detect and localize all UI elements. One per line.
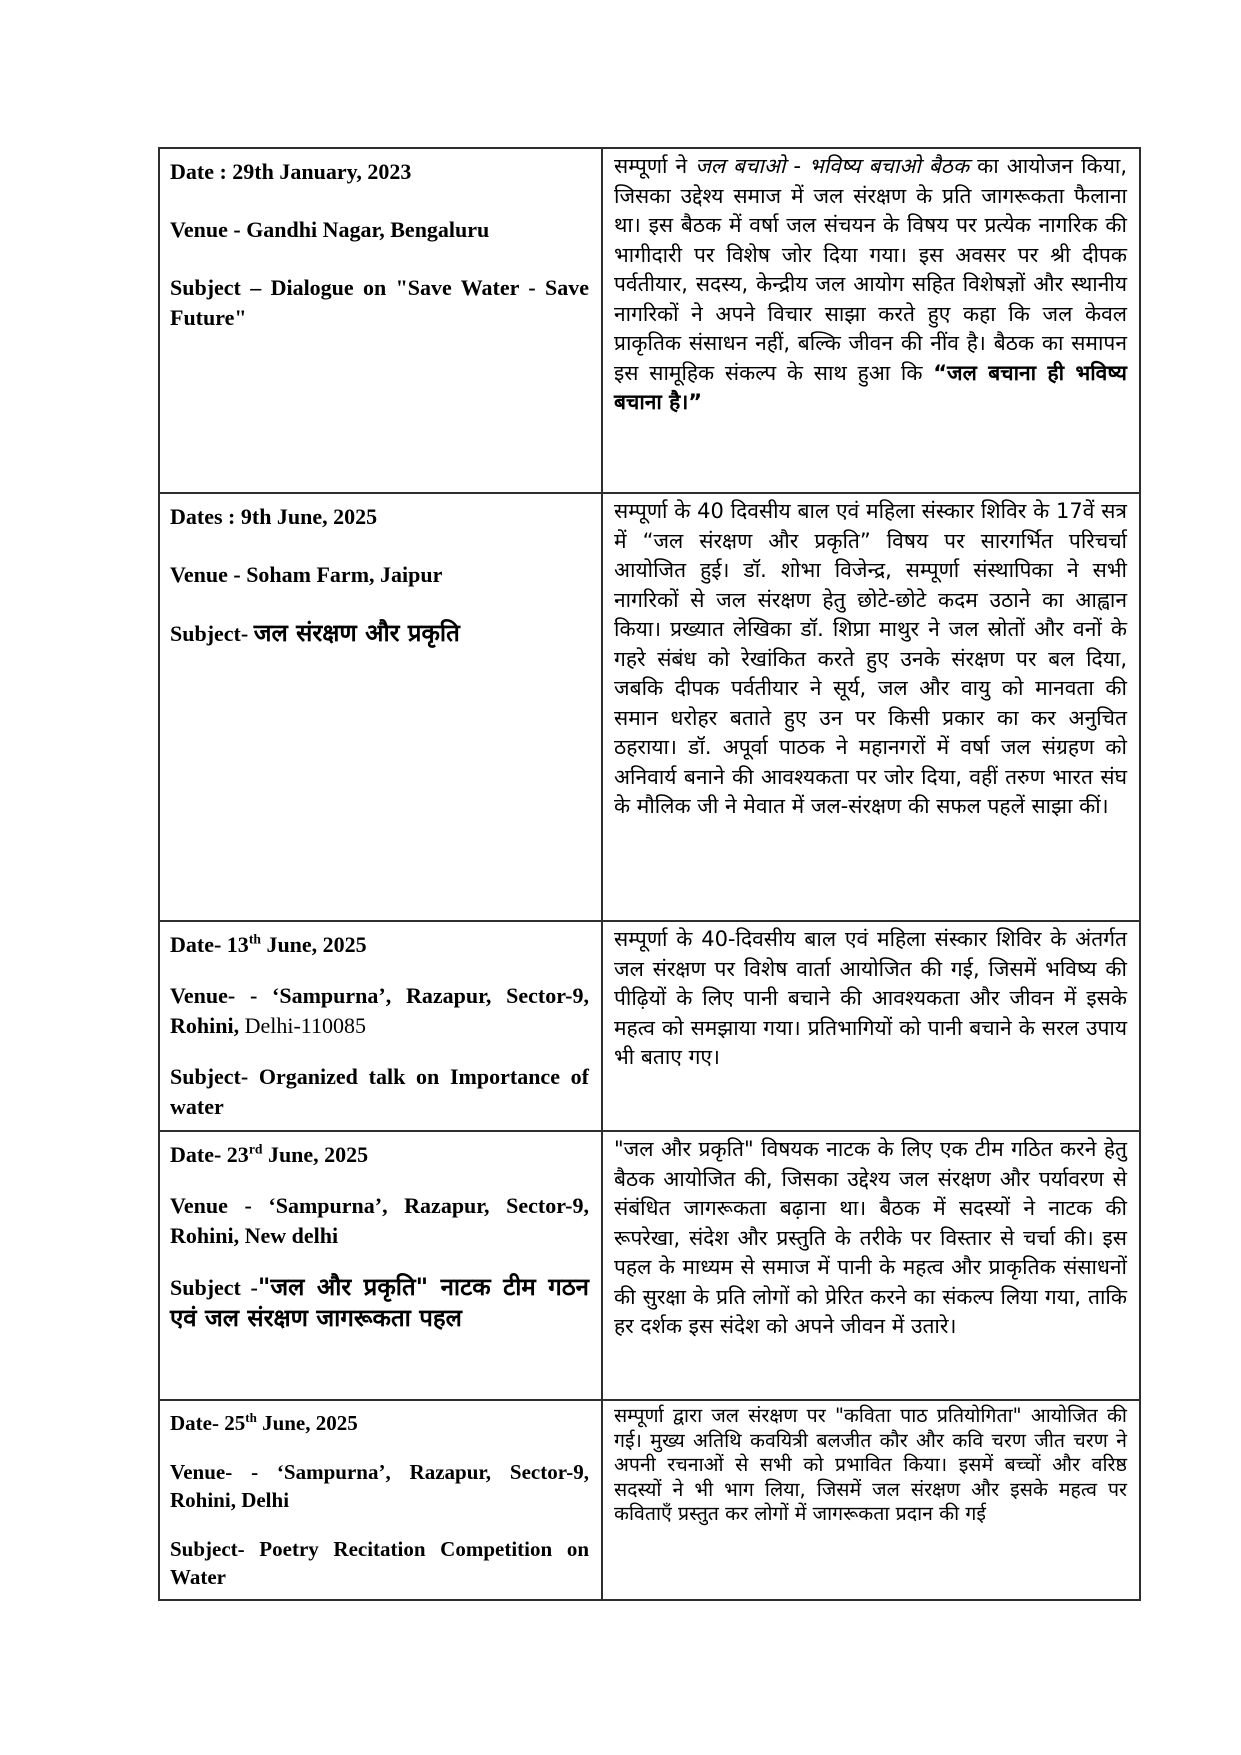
venue-line: Venue- - ‘Sampurna’, Razapur, Sector-9, Rohini, Delhi xyxy=(170,1460,589,1512)
event-meta-cell xyxy=(159,1400,602,1600)
subject-line: Subject- Organized talk on Importance of water xyxy=(170,1064,589,1119)
events-table xyxy=(158,147,1141,1601)
date-line: Date : 29th January, 2023 xyxy=(170,159,412,184)
subject-line: Subject -"जल और प्रकृति" नाटक टीम गठन एवं जल संरक्षण जागरूकता पहल xyxy=(170,1273,589,1332)
event-description-cell xyxy=(602,148,1140,493)
venue-line: Venue - Soham Farm, Jaipur xyxy=(170,562,443,587)
event-description-cell xyxy=(602,921,1140,1131)
date-line: Date- 13th June, 2025 xyxy=(170,931,367,957)
description-text: सम्पूर्णा द्वारा जल संरक्षण पर "कविता पाठ प्रतियोगिता" आयोजित की गई। मुख्य अतिथि कवयित्री बलजीत कौर और कवि चरण जीत चरण ने अपनी रचनाओं से सभी को प्रभावित किया। इसमें बच्चों और वरिष्ठ सदस्यों ने भी भाग लिया, जिसमें जल संरक्षण और इसके महत्व पर कविताएँ प्रस्तुत कर लोगों में जागरूकता प्रदान की गई xyxy=(614,1404,1127,1525)
event-row-4 xyxy=(159,1131,1140,1400)
event-description-cell xyxy=(602,1400,1140,1600)
event-meta-cell xyxy=(159,493,602,921)
event-meta-cell xyxy=(159,148,602,493)
event-row-1 xyxy=(159,148,1140,493)
event-row-5 xyxy=(159,1400,1140,1600)
venue-line: Venue - ‘Sampurna’, Razapur, Sector-9, Rohini, New delhi xyxy=(170,1193,589,1248)
event-meta-cell xyxy=(159,1131,602,1400)
date-line: Date- 23rd June, 2025 xyxy=(170,1141,369,1167)
date-line: Dates : 9th June, 2025 xyxy=(170,504,378,529)
event-meta-cell xyxy=(159,921,602,1131)
subject-line: Subject- Poetry Recitation Competition on Water xyxy=(170,1537,589,1589)
event-row-3 xyxy=(159,921,1140,1131)
description-text: "जल और प्रकृति" विषयक नाटक के लिए एक टीम गठित करने हेतु बैठक आयोजित की, जिसका उद्देश्य जल संरक्षण और पर्यावरण से संबंधित जागरूकता बढ़ाना था। बैठक में सदस्यों ने नाटक की रूपरेखा, संदेश और प्रस्तुति के तरीके पर विस्तार से चर्चा की। इस पहल के माध्यम से समाज में पानी के महत्व और प्राकृतिक संसाधनों की सुरक्षा के प्रति लोगों को प्रेरित करने का संकल्प लिया गया, ताकि हर दर्शक इस संदेश को अपने जीवन में उतारे। xyxy=(614,1137,1127,1338)
description-text: सम्पूर्णा के 40 दिवसीय बाल एवं महिला संस्कार शिविर के 17वें सत्र में “जल संरक्षण और प्रकृति” विषय पर सारगर्भित परिचर्चा आयोजित हुई। डॉ. शोभा विजेन्द्र, सम्पूर्णा संस्थापिका ने सभी नागरिकों से जल संरक्षण हेतु छोटे-छोटे कदम उठाने का आह्वान किया। प्रख्यात लेखिका डॉ. शिप्रा माथुर ने जल स्रोतों और वनों के गहरे संबंध को रेखांकित करते हुए उनके संरक्षण पर बल दिया, जबकि दीपक पर्वतीयार ने सूर्य, जल और वायु को मानवता की समान धरोहर बताते हुए उन पर किसी प्रकार का कर अनुचित ठहराया। डॉ. अपूर्वा पाठक ने महानगरों में वर्षा जल संग्रहण को अनिवार्य बनाने की आवश्यकता पर जोर दिया, वहीं तरुण भारत संघ के मौलिक जी ने मेवात में जल-संरक्षण की सफल पहलें साझा कीं। xyxy=(614,499,1127,818)
event-description-cell xyxy=(602,1131,1140,1400)
event-row-2 xyxy=(159,493,1140,921)
venue-line: Venue - Gandhi Nagar, Bengaluru xyxy=(170,217,490,242)
subject-line: Subject – Dialogue on "Save Water - Save Future" xyxy=(170,275,589,330)
description-text: सम्पूर्णा ने जल बचाओ - भविष्य बचाओ बैठक का आयोजन किया, जिसका उद्देश्य समाज में जल संरक्षण के प्रति जागरूकता फैलाना था। इस बैठक में वर्षा जल संचयन के विषय पर प्रत्येक नागरिक की भागीदारी पर विशेष जोर दिया गया। इस अवसर पर श्री दीपक पर्वतीयार, सदस्य, केन्द्रीय जल आयोग सहित विशेषज्ञों और स्थानीय नागरिकों ने अपने विचार साझा करते हुए कहा कि जल केवल प्राकृतिक संसाधन नहीं, बल्कि जीवन की नींव है। बैठक का समापन इस सामूहिक संकल्प के साथ हुआ कि “जल बचाना ही भविष्य बचाना है।” xyxy=(614,154,1127,414)
description-text: सम्पूर्णा के 40-दिवसीय बाल एवं महिला संस्कार शिविर के अंतर्गत जल संरक्षण पर विशेष वार्ता आयोजित की गई, जिसमें भविष्य की पीढ़ियों के लिए पानी बचाने की आवश्यकता और जीवन में इसके महत्व को समझाया गया। प्रतिभागियों को पानी बचाने के सरल उपाय भी बताए गए। xyxy=(614,927,1127,1069)
event-description-cell xyxy=(602,493,1140,921)
subject-line: Subject- जल संरक्षण और प्रकृति xyxy=(170,619,460,647)
venue-line: Venue- - ‘Sampurna’, Razapur, Sector-9, Rohini, Delhi-110085 xyxy=(170,983,589,1038)
date-line: Date- 25th June, 2025 xyxy=(170,1410,358,1435)
